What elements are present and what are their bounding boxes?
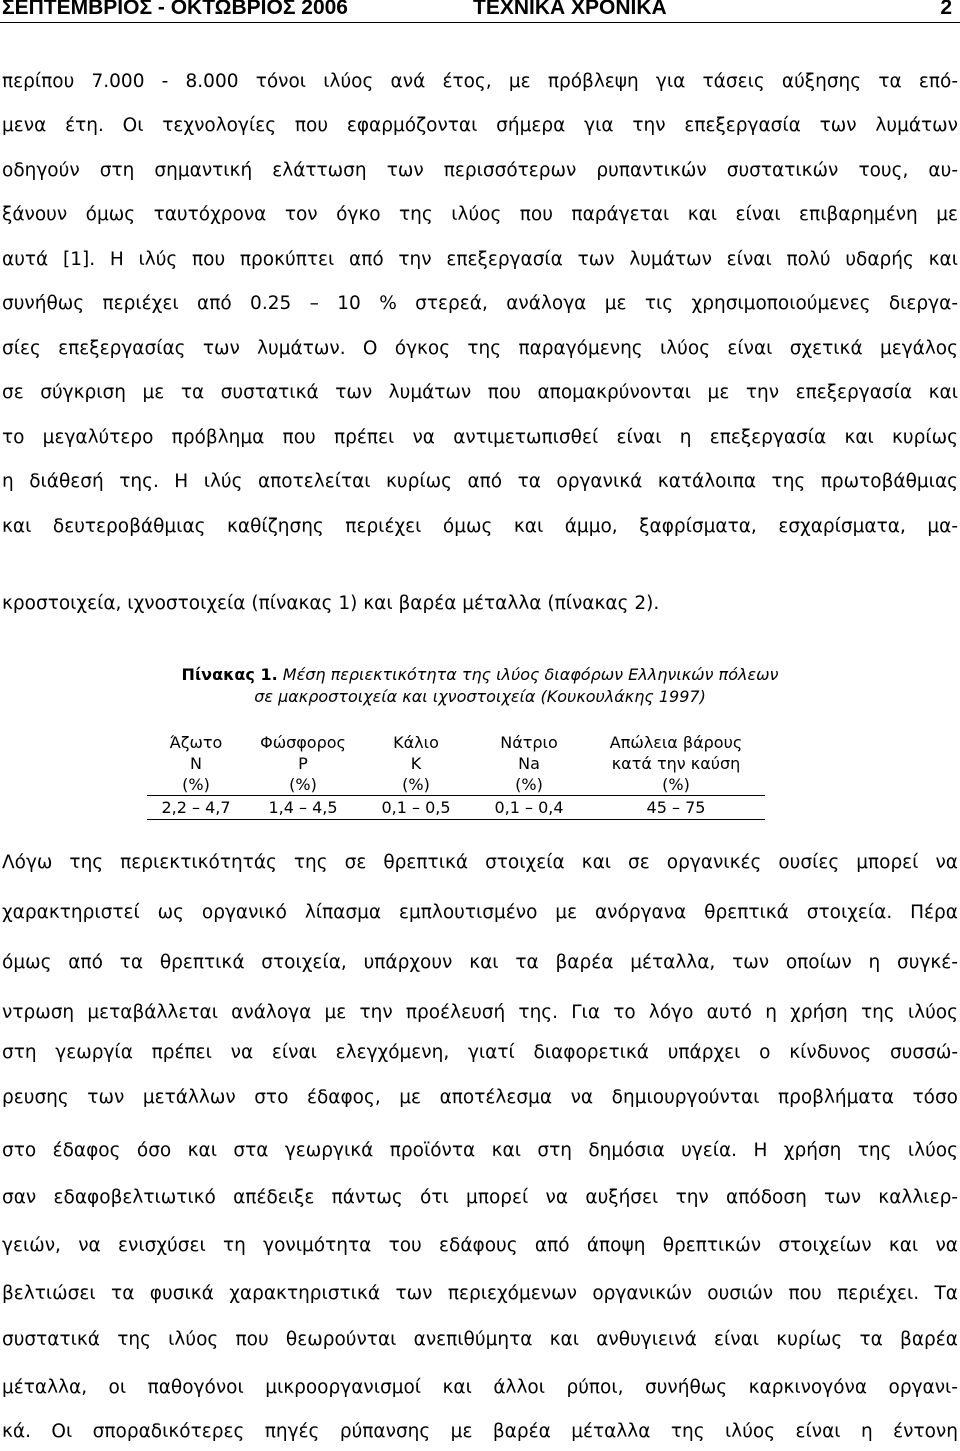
header-cell: K (410, 754, 422, 773)
header-cell: Κάλιο (393, 733, 439, 752)
table-cell: 1,4 – 4,5 (245, 796, 361, 820)
header-cell: P (298, 754, 308, 773)
table-header-row (147, 774, 765, 796)
text-line: γειών, να ενισχύσει τη γονιμότητα του εδάφους από άποψη θρεπτικών στοιχείων και να (2, 1235, 958, 1256)
text-line: μέταλλα, οι παθογόνοι μικροοργανισμοί και άλλοι ρύποι, συνήθως καρκινογόνα οργανι- (2, 1377, 958, 1398)
text-line: στη γεωργία πρέπει να είναι ελεγχόμενη, γιατί διαφορετικά υπάρχει ο κίνδυνος συσσώ- (2, 1042, 958, 1063)
text-line: ρευσης των μετάλλων στο έδαφος, με αποτέλεσμα να δημιουργούνται προβλήματα τόσο (2, 1087, 958, 1108)
text-line: στο έδαφος όσο και στα γεωργικά προϊόντα και στη δημόσια υγεία. Η χρήση της ιλύος (2, 1140, 958, 1161)
header-cell: Φώσφορος (260, 733, 346, 752)
header-cell: Νάτριο (500, 733, 558, 752)
header-cell: (%) (361, 774, 471, 796)
header-cell: Na (518, 754, 540, 773)
table-row (147, 796, 765, 820)
table-cell: 0,1 – 0,4 (471, 796, 587, 820)
header-cell: Άζωτο (169, 733, 223, 752)
table-cell: 0,1 – 0,5 (361, 796, 471, 820)
header-cell: (%) (471, 774, 587, 796)
text-line: σαν εδαφοβελτιωτικό απέδειξε πάντως ότι μπορεί να αυξήσει την απόδοση των καλλιερ- (2, 1187, 958, 1208)
table-caption (0, 664, 960, 686)
table-cell: 2,2 – 4,7 (147, 796, 245, 820)
header-cell: κατά την καύση (611, 754, 741, 773)
text-line: περίπου 7.000 - 8.000 τόνοι ιλύος ανά έτος, με πρόβλεψη για τάσεις αύξησης τα επό- (2, 71, 958, 92)
text-line: κά. Οι σποραδικότερες πηγές ρύπανσης με βαρέα μέταλλα της ιλύος είναι η έντονη (2, 1421, 958, 1442)
text-line: βελτιώσει τα φυσικά χαρακτηριστικά των περιεχόμενων οργανικών ουσιών που περιέχει. Τα (2, 1283, 958, 1304)
text-line: ξάνουν όμως ταυτόχρονα τον όγκο της ιλύος που παράγεται και είναι επιβαρημένη με (2, 204, 958, 225)
table-header-row (147, 753, 765, 774)
header-cell: (%) (245, 774, 361, 796)
table-1 (147, 732, 765, 820)
text-line: συστατικά της ιλύος που θεωρούνται ανεπιθύμητα και ανθυγιεινά είναι κυρίως τα βαρέα (2, 1329, 958, 1350)
text-line: κροστοιχεία, ιχνοστοιχεία (πίνακας 1) και βαρέα μέταλλα (πίνακας 2). (2, 593, 660, 614)
text-line: συνήθως περιέχει από 0.25 – 10 % στερεά, ανάλογα με τις χρησιμοποιούμενες διεργα- (2, 293, 958, 314)
header-cell: (%) (587, 774, 765, 796)
text-line: αυτά [1]. Η ιλύς που προκύπτει από την επεξεργασία των λυμάτων είναι πολύ υδαρής και (2, 249, 958, 270)
table-cell: 45 – 75 (587, 796, 765, 820)
table-header-row (147, 732, 765, 753)
text-line: οδηγούν στη σημαντική ελάττωση των περισσότερων ρυπαντικών συστατικών τους, αυ- (2, 160, 958, 181)
issue-date: ΣΕΠΤΕΜΒΡΙΟΣ - ΟΚΤΩΒΡΙΟΣ 2006 (2, 0, 348, 19)
page-header (0, 0, 960, 22)
text-line: όμως από τα θρεπτικά στοιχεία, υπάρχουν και τα βαρέα μέταλλα, των οποίων η συγκέ- (2, 952, 958, 973)
table-label: Πίνακας 1. (181, 665, 278, 684)
text-line: χαρακτηριστεί ως οργανικό λίπασμα εμπλουτισμένο με ανόργανα θρεπτικά στοιχεία. Πέρα (2, 902, 958, 923)
table-caption-line-2: σε μακροστοιχεία και ιχνοστοιχεία (Κουκουλάκης 1997) (254, 687, 706, 706)
caption-text: Μέση περιεκτικότητα της ιλύος διαφόρων Ελληνικών πόλεων (282, 665, 779, 684)
text-line: Λόγω της περιεκτικότητάς της σε θρεπτικά στοιχεία και σε οργανικές ουσίες μπορεί να (2, 852, 958, 873)
text-line: σίες επεξεργασίας των λυμάτων. Ο όγκος της παραγόμενης ιλύος είναι σχετικά μεγάλος (2, 338, 958, 359)
header-cell: N (190, 754, 202, 773)
text-line: το μεγαλύτερο πρόβλημα που πρέπει να αντιμετωπισθεί είναι η επεξεργασία και κυρίως (2, 427, 958, 448)
header-cell: Απώλεια βάρους (609, 733, 743, 752)
text-line: και δευτεροβάθμιας καθίζησης περιέχει όμως και άμμο, ξαφρίσματα, εσχαρίσματα, μα- (2, 516, 958, 537)
header-rule (0, 22, 960, 23)
header-cell: (%) (147, 774, 245, 796)
text-line: σε σύγκριση με τα συστατικά των λυμάτων που απομακρύνονται με την επεξεργασία και (2, 382, 958, 403)
text-line: η διάθεσή της. Η ιλύς αποτελείται κυρίως από τα οργανικά κατάλοιπα της πρωτοβάθμιας (2, 471, 958, 492)
publication-title: ΤΕΧΝΙΚΑ ΧΡΟΝΙΚΑ (473, 0, 667, 19)
page-number: 2 (940, 0, 952, 19)
text-line: μενα έτη. Οι τεχνολογίες που εφαρμόζονται σήμερα για την επεξεργασία των λυμάτων (2, 115, 958, 136)
text-line: ντρωση μεταβάλλεται ανάλογα με την προέλευσή της. Για το λόγο αυτό η χρήση της ιλύος (2, 1002, 958, 1023)
